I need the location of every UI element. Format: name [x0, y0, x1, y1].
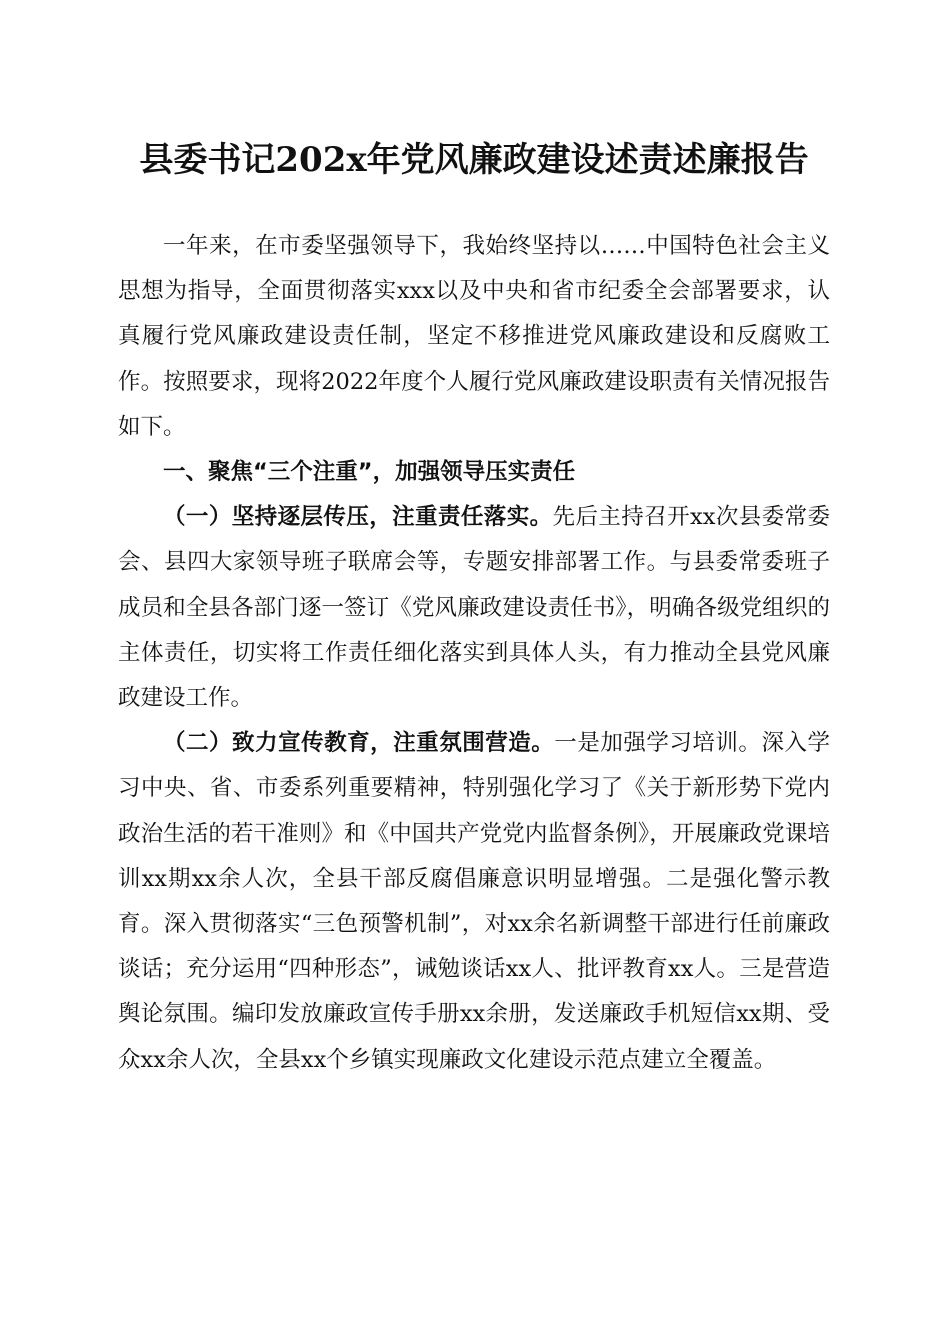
document-body [118, 224, 830, 1083]
intro-paragraph: 一年来，在市委坚强领导下，我始终坚持以……中国特色社会主义思想为指导，全面贯彻落实xxx以及中央和省市纪委全会部署要求，认真履行党风廉政建设责任制，坚定不移推进党风廉政建设和反腐败工作。按照要求，现将2022年度个人履行党风廉政建设职责有关情况报告如下。 [118, 233, 830, 440]
document-title: 县委书记202x年党风廉政建设述责述廉报告 [139, 140, 809, 180]
document-page [118, 0, 830, 1083]
item-1-lead: （一）坚持逐层传压，注重责任落实。 [163, 504, 553, 531]
item-1-text: 先后主持召开xx次县委常委会、县四大家领导班子联席会等，专题安排部署工作。与县委常委班子成员和全县各部门逐一签订《党风廉政建设责任书》，明确各级党组织的主体责任，切实将工作责任细化落实到具体人头，有力推动全县党风廉政建设工作。 [118, 504, 830, 712]
item-2-lead: （二）致力宣传教育，注重氛围营造。 [163, 730, 555, 757]
section-heading-1: 一、聚焦“三个注重”，加强领导压实责任 [163, 459, 576, 486]
item-2-text: 一是加强学习培训。深入学习中央、省、市委系列重要精神，特别强化学习了《关于新形势下党内政治生活的若干准则》和《中国共产党党内监督条例》，开展廉政党课培训xx期xx余人次，全县干部反腐倡廉意识明显增强。二是强化警示教育。深入贯彻落实“三色预警机制”，对xx余名新调整干部进行任前廉政谈话；充分运用“四种形态”，诫勉谈话xx人、批评教育xx人。三是营造舆论氛围。编印发放廉政宣传手册xx余册，发送廉政手机短信xx期、受众xx余人次，全县xx个乡镇实现廉政文化建设示范点建立全覆盖。 [118, 730, 830, 1073]
section-1-item-2-paragraph [118, 721, 830, 1083]
section-1-item-1-paragraph [118, 495, 830, 721]
